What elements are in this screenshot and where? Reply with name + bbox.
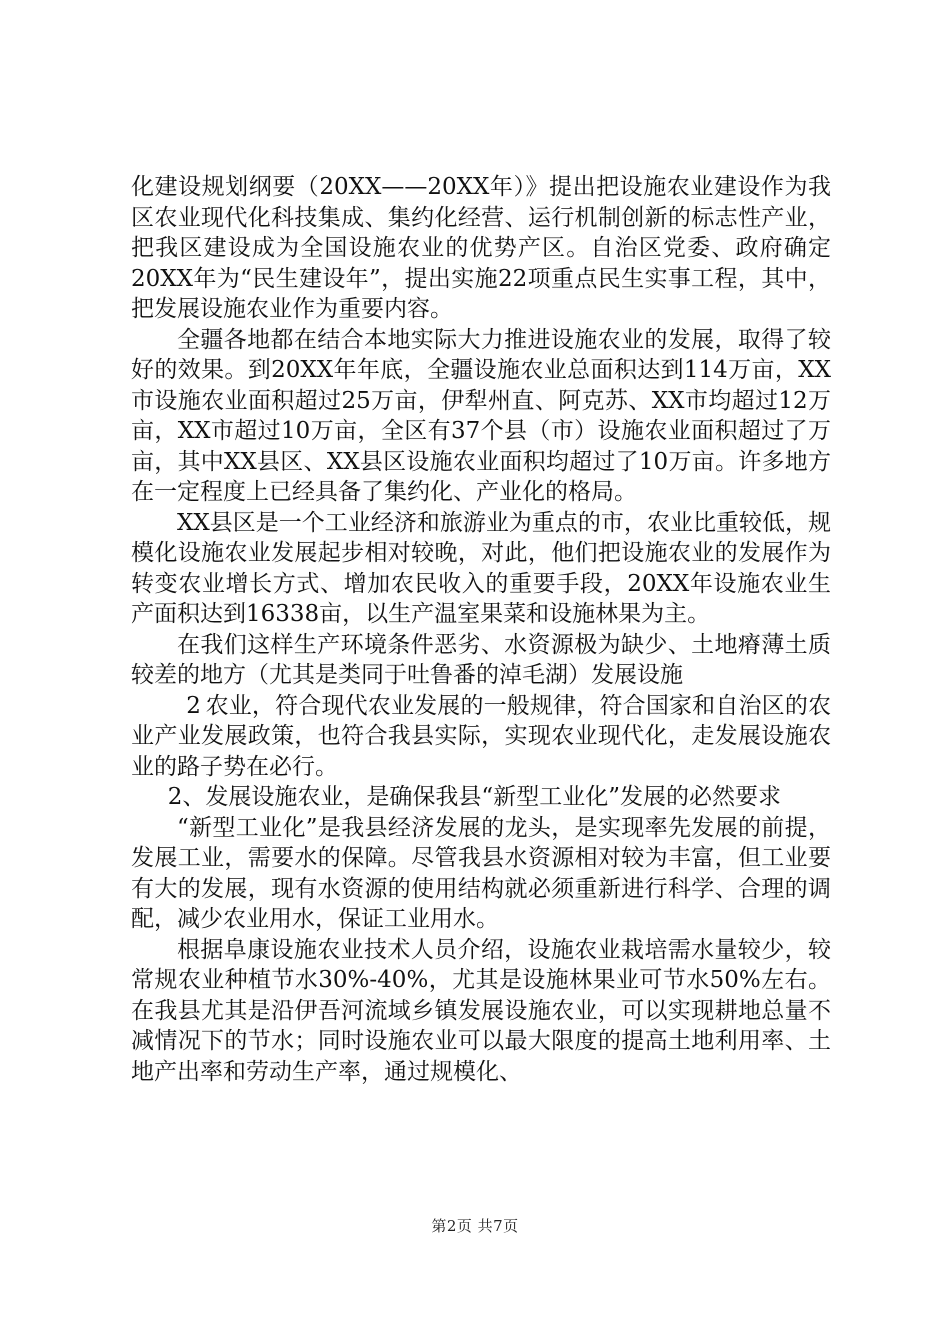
paragraph-1: 化建设规划纲要（20XX——20XX年）》提出把设施农业建设作为我区农业现代化科技集成、集约化经营、运行机制创新的标志性产业，把我区建设成为全国设施农业的优势产区。自治区党委、政府确定20XX年为“民生建设年”，提出实施22项重点民生实事工程，其中，把发展设施农业作为重要内容。	[131, 174, 831, 322]
paragraph-7: 根据阜康设施农业技术人员介绍，设施农业栽培需水量较少，较常规农业种植节水30%-40%，尤其是设施林果业可节水50%左右。在我县尤其是沿伊吾河流域乡镇发展设施农业，可以实现耕地总量不减情况下的节水；同时设施农业可以最大限度的提高土地利用率、土地产出率和劳动生产率，通过规模化、	[131, 936, 831, 1085]
paragraph-5	[131, 691, 831, 783]
paragraph-5-text: 农业，符合现代农业发展的一般规律，符合国家和自治区的农业产业发展政策，也符合我县实际，实现农业现代化，走发展设施农业的路子势在必行。	[131, 692, 831, 780]
paragraph-3: XX县区是一个工业经济和旅游业为重点的市，农业比重较低，规模化设施农业发展起步相对较晚，对此，他们把设施农业的发展作为转变农业增长方式、增加农民收入的重要手段，20XX年设施农业生产面积达到16338亩，以生产温室果菜和设施林果为主。	[131, 509, 831, 627]
paragraph-6: “新型工业化”是我县经济发展的龙头，是实现率先发展的前提，发展工业，需要水的保障。尽管我县水资源相对较为丰富，但工业要有大的发展，现有水资源的使用结构就必须重新进行科学、合理的调配，减少农业用水，保证工业用水。	[131, 814, 831, 932]
section-heading-2: 2、发展设施农业，是确保我县“新型工业化”发展的必然要求	[167, 784, 781, 810]
inline-page-number: 2	[186, 692, 201, 719]
paragraph-2: 全疆各地都在结合本地实际大力推进设施农业的发展，取得了较好的效果。到20XX年年底，全疆设施农业总面积达到114万亩，XX市设施农业面积超过25万亩，伊犁州直、阿克苏、XX市均超过12万亩，XX市超过10万亩，全区有37个县（市）设施农业面积超过了万亩，其中XX县区、XX县区设施农业面积均超过了10万亩。许多地方在一定程度上已经具备了集约化、产业化的格局。	[131, 326, 831, 505]
page-footer: 第2页 共7页	[431, 1217, 519, 1235]
body-text	[131, 172, 831, 1087]
paragraph-4: 在我们这样生产环境条件恶劣、水资源极为缺少、土地瘠薄土质较差的地方（尤其是类同于吐鲁番的淖毛湖）发展设施	[131, 631, 831, 688]
